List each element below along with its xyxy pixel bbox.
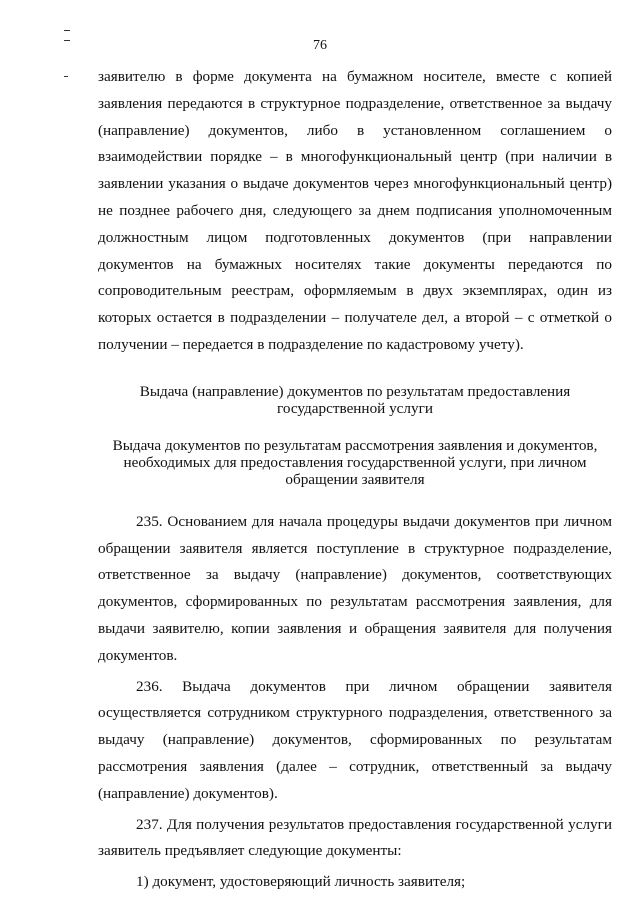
paragraph-236: 236. Выдача документов при личном обращении заявителя осуществляется сотрудником структурного подразделения, ответственного за выдачу (направление) документов, сформированных по результатам рассмотрения заявления (далее – сотрудник, ответственный за выдачу (направление) документов).	[98, 677, 612, 802]
section-heading: Выдача (направление) документов по результатам предоставления государственной услуги	[139, 382, 571, 417]
margin-mark	[64, 76, 68, 77]
paragraph-237: 237. Для получения результатов предоставления государственной услуги заявитель предъявляет следующие документы:	[98, 815, 612, 860]
document-body	[98, 64, 612, 896]
paragraph-235: 235. Основанием для начала процедуры выдачи документов при личном обращении заявителя является поступление в структурное подразделение, ответственное за выдачу (направление) документов, соответствующих документов, сформированных по результатам рассмотрения заявления, для выдачи заявителю, копии заявления и обращения заявителя для получения документов.	[98, 512, 612, 664]
subsection-heading: Выдача документов по результатам рассмотрения заявления и документов, необходимых для предоставления государственной услуги, при личном обращении заявителя	[112, 436, 598, 488]
margin-mark	[64, 30, 70, 31]
page-number: 76	[313, 38, 327, 53]
continuation-paragraph: заявителю в форме документа на бумажном носителе, вместе с копией заявления передаются в структурное подразделение, ответственное за выдачу (направление) документов, либо в установленном соглашением о взаимодействии порядке – в многофункциональный центр (при наличии в заявлении указания о выдаче документов через многофункциональный центр) не позднее рабочего дня, следующего за днем подписания уполномоченным должностным лицом подготовленных документов (при направлении документов на бумажных носителях такие документы передаются по сопроводительным реестрам, оформляемым в двух экземплярах, один из которых остается в подразделении – получателе дел, а второй – с отметкой о получении – передается в подразделение по кадастровому учету).	[98, 68, 612, 353]
list-item-1: 1) документ, удостоверяющий личность заявителя;	[136, 873, 466, 891]
